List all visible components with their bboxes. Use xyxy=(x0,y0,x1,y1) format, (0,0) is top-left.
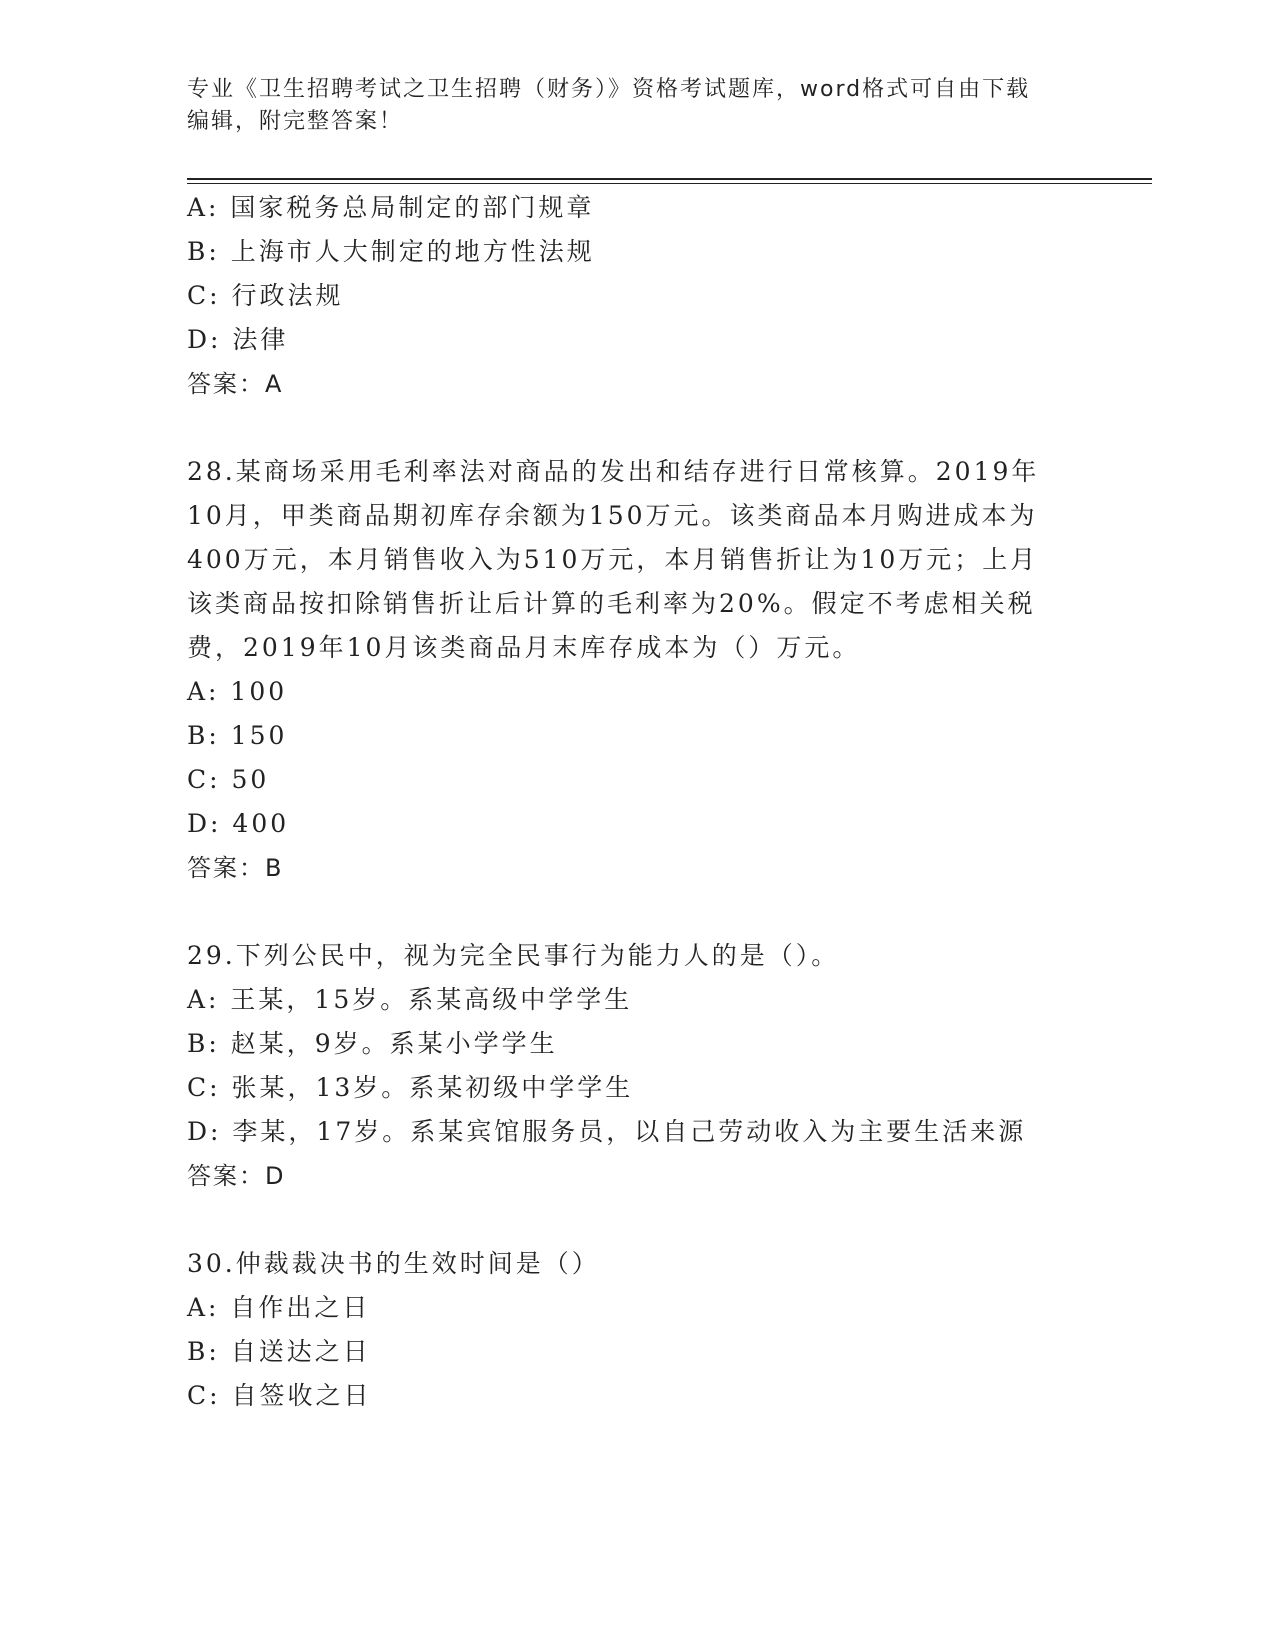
q28-option-b: B: 150 xyxy=(187,721,288,750)
q29-option-d: D: 李某，17岁。系某宾馆服务员，以自己劳动收入为主要生活来源 xyxy=(187,1117,1027,1146)
q29-stem: 29.下列公民中，视为完全民事行为能力人的是（）。 xyxy=(187,941,840,970)
q30-option-a: A: 自作出之日 xyxy=(187,1293,371,1322)
q30-stem: 30.仲裁裁决书的生效时间是（） xyxy=(187,1249,600,1278)
q28-stem-line-1: 28.某商场采用毛利率法对商品的发出和结存进行日常核算。2019年 xyxy=(187,457,1040,486)
q28-stem-line-4: 该类商品按扣除销售折让后计算的毛利率为20%。假定不考虑相关税 xyxy=(187,589,1036,618)
q27-option-d: D: 法律 xyxy=(187,325,289,354)
q28-stem-line-3: 400万元，本月销售收入为510万元，本月销售折让为10万元；上月 xyxy=(187,545,1039,574)
q30-option-c: C: 自签收之日 xyxy=(187,1381,372,1410)
q27-option-a: A: 国家税务总局制定的部门规章 xyxy=(187,193,595,222)
header-line-2: 编辑，附完整答案！ xyxy=(187,109,404,134)
q29-option-b: B: 赵某，9岁。系某小学学生 xyxy=(187,1029,558,1058)
q29-option-c: C: 张某，13岁。系某初级中学学生 xyxy=(187,1073,634,1102)
q27-option-b: B: 上海市人大制定的地方性法规 xyxy=(187,237,595,266)
q28-option-c: C: 50 xyxy=(187,765,270,794)
q27-answer: 答案：A xyxy=(187,370,284,398)
q28-answer: 答案：B xyxy=(187,854,284,882)
q28-stem-line-5: 费，2019年10月该类商品月末库存成本为（）万元。 xyxy=(187,633,861,662)
q28-option-d: D: 400 xyxy=(187,809,290,838)
q28-stem-line-2: 10月，甲类商品期初库存余额为150万元。该类商品本月购进成本为 xyxy=(187,501,1038,530)
q28-option-a: A: 100 xyxy=(187,677,288,706)
q29-option-a: A: 王某，15岁。系某高级中学学生 xyxy=(187,985,633,1014)
q29-answer: 答案：D xyxy=(187,1162,286,1190)
q27-option-c: C: 行政法规 xyxy=(187,281,344,310)
document-header xyxy=(187,74,1067,138)
header-line-1: 专业《卫生招聘考试之卫生招聘（财务）》资格考试题库，word格式可自由下载 xyxy=(187,77,1031,102)
header-divider-thick xyxy=(187,178,1152,180)
header-divider-thin xyxy=(187,183,1152,184)
q30-option-b: B: 自送达之日 xyxy=(187,1337,371,1366)
